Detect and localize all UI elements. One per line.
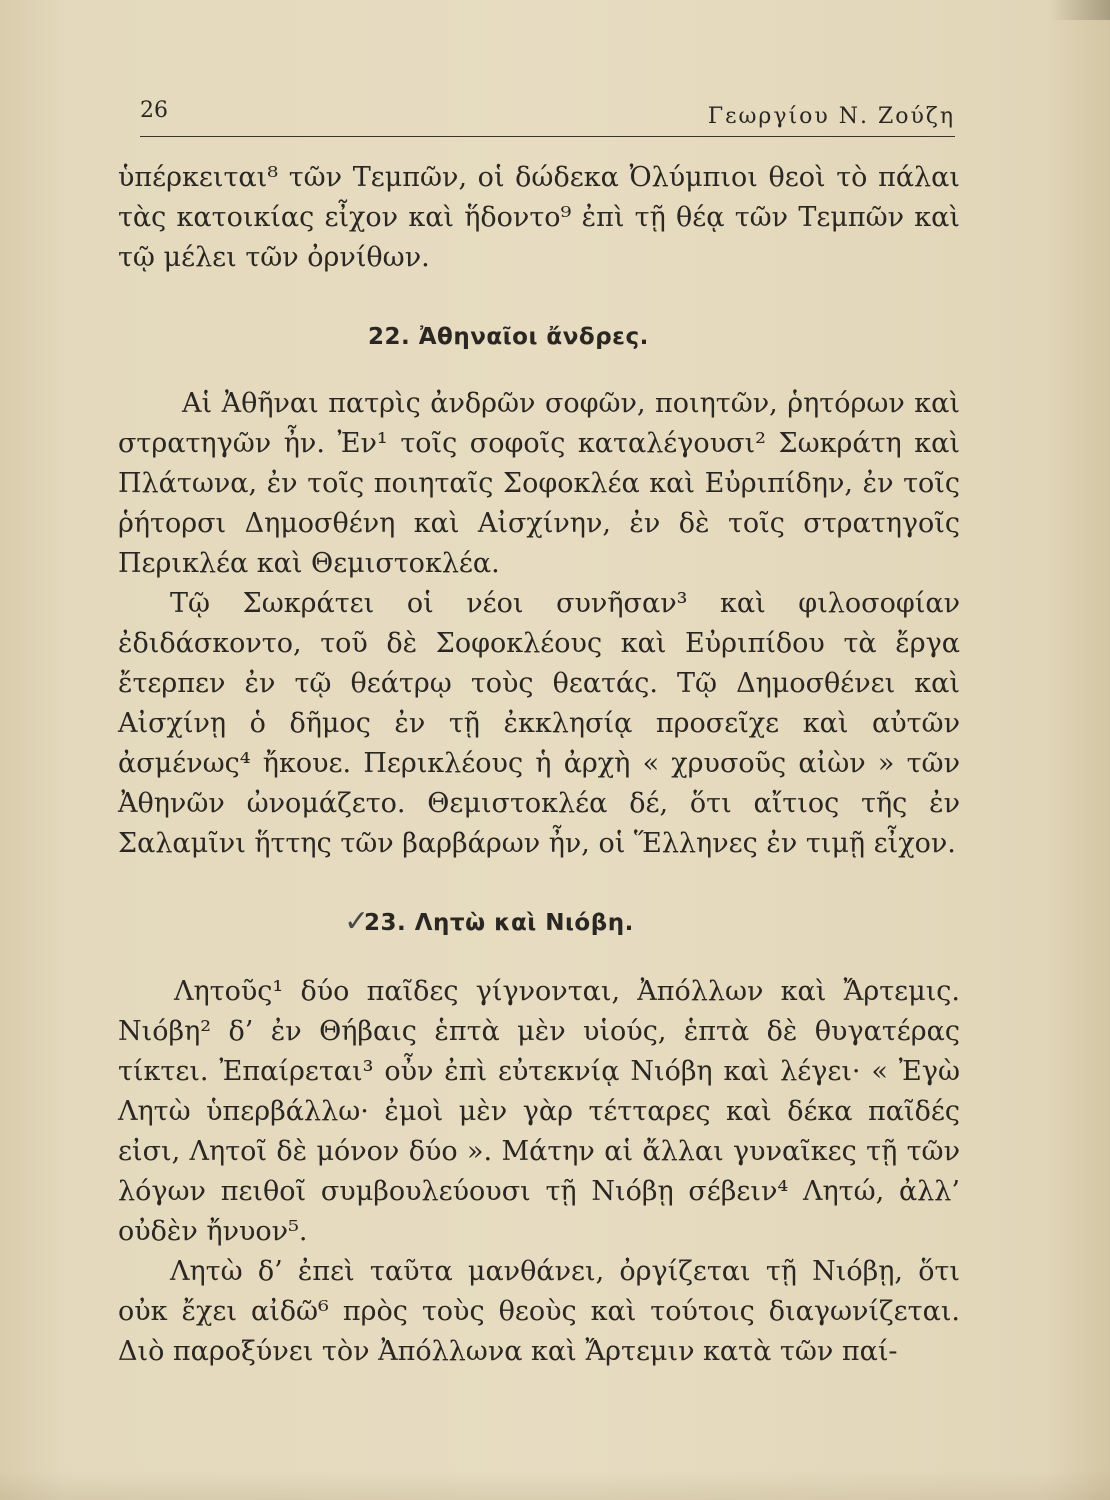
paragraph-athens-men: Αἱ Ἀθῆναι πατρὶς ἀνδρῶν σοφῶν, ποιητῶν, ῥητόρων καὶ στρατηγῶν ἦν. Ἐν¹ τοῖς σοφοῖς καταλέγουσι² Σωκράτη καὶ Πλάτωνα, ἐν τοῖς ποιηταῖς Σοφοκλέα καὶ Εὐριπίδην, ἐν τοῖς ῥήτορσι Δημοσθένη καὶ Αἰσχίνην, ἐν δὲ τοῖς στρατηγοῖς Περικλέα καὶ Θεμιστοκλέα. (118, 388, 960, 579)
page-number: 26 (140, 98, 168, 123)
paragraph-socrates: Τῷ Σωκράτει οἱ νέοι συνῆσαν³ καὶ φιλοσοφίαν ἐδιδάσκοντο, τοῦ δὲ Σοφοκλέους καὶ Εὐριπίδου τὰ ἔργα ἔτερπεν ἐν τῷ θεάτρῳ τοὺς θεατάς. Τῷ Δημοσθένει καὶ Αἰσχίνῃ ὁ δῆμος ἐν τῇ ἐκκλησίᾳ προσεῖχε καὶ αὐτῶν ἀσμένως⁴ ἤκουε. Περικλέους ἡ ἀρχὴ « χρυσοῦς αἰὼν » τῶν Ἀθηνῶν ὠνομάζετο. Θεμιστοκλέα δέ, ὅτι αἴτιος τῆς ἐν Σαλαμῖνι ἥττης τῶν βαρβάρων ἦν, οἱ Ἕλληνες ἐν τιμῇ εἶχον. (118, 588, 960, 859)
check-mark-icon: ✓ (344, 904, 370, 939)
paragraph-tempe-continuation: ὑπέρκειται⁸ τῶν Τεμπῶν, οἱ δώδεκα Ὀλύμπιοι θεοὶ τὸ πάλαι τὰς κατοικίας εἶχον καὶ ἥδοντο⁹ ἐπὶ τῇ θέᾳ τῶν Τεμπῶν καὶ τῷ μέλει τῶν ὀρνίθων. (118, 162, 960, 273)
running-head: Γεωργίου Ν. Ζούζη (707, 104, 955, 129)
page-corner-stain (1050, 0, 1110, 20)
paragraph-leto-anger: Λητὼ δ’ ἐπεὶ ταῦτα μανθάνει, ὀργίζεται τῇ Νιόβῃ, ὅτι οὐκ ἔχει αἰδῶ⁶ πρὸς τοὺς θεοὺς καὶ τούτοις διαγωνίζεται. Διὸ παροξύνει τὸν Ἀπόλλωνα καὶ Ἄρτεμιν κατὰ τῶν παί- (118, 1256, 960, 1367)
section-heading-23: 23. Λητὼ καὶ Νιόβη. (364, 910, 634, 936)
page-header (140, 96, 955, 137)
section-heading-22: 22. Ἀθηναῖοι ἄνδρες. (368, 324, 649, 350)
paragraph-leto-niobe: Λητοῦς¹ δύο παῖδες γίγνονται, Ἀπόλλων καὶ Ἄρτεμις. Νιόβη² δ’ ἐν Θήβαις ἑπτὰ μὲν υἱούς, ἑπτὰ δὲ θυγατέρας τίκτει. Ἐπαίρεται³ οὖν ἐπὶ εὐτεκνίᾳ Νιόβη καὶ λέγει· « Ἐγὼ Λητὼ ὑπερβάλλω· ἐμοὶ μὲν γὰρ τέτταρες καὶ δέκα παῖδές εἰσι, Λητοῖ δὲ μόνον δύο ». Μάτην αἱ ἄλλαι γυναῖκες τῇ τῶν λόγων πειθοῖ συμβουλεύουσι τῇ Νιόβῃ σέβειν⁴ Λητώ, ἀλλ’ οὐδὲν ἤνυον⁵. (118, 976, 960, 1247)
